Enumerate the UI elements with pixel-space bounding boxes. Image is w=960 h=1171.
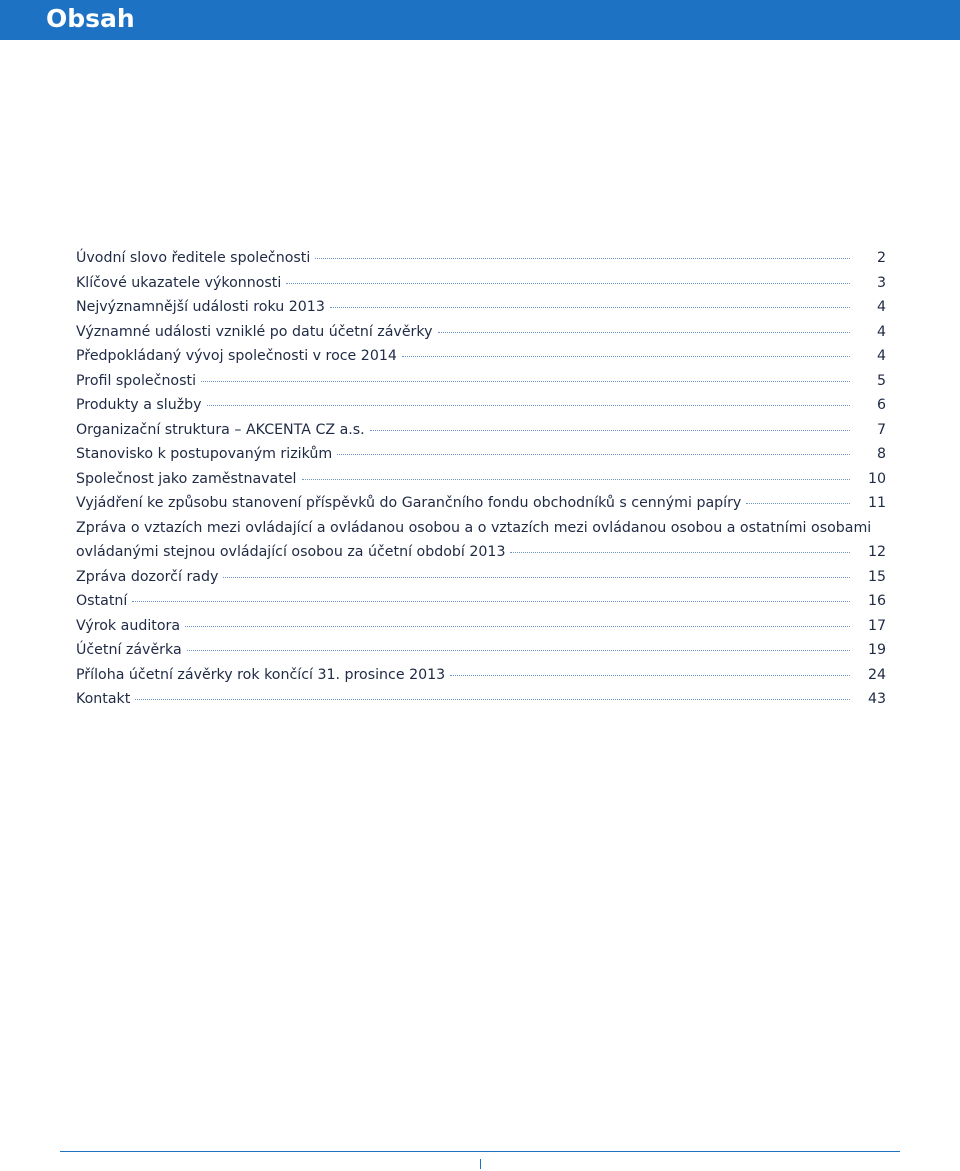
toc-entry-label: Produkty a služby <box>76 397 202 413</box>
toc-leader-dots <box>330 307 850 308</box>
toc-page-number: 4 <box>876 323 886 340</box>
toc-entry-label: Kontakt <box>76 691 131 707</box>
toc-entry-ostatni[interactable] <box>76 589 886 614</box>
toc-leader-dots <box>223 577 850 578</box>
toc-page-number: 10 <box>867 470 886 487</box>
toc-page-number: 2 <box>876 250 886 266</box>
toc-entry-zamestnavatel[interactable] <box>76 467 886 492</box>
toc-entry-label: Ostatní <box>76 593 128 609</box>
toc-page-number: 24 <box>867 666 886 683</box>
toc-entry-stanovisko-rizika[interactable] <box>76 442 886 467</box>
toc-page-number: 4 <box>876 348 886 364</box>
toc-entry-nejvyznamnejsi-udalosti[interactable] <box>76 295 886 320</box>
toc-leader-dots <box>337 454 850 455</box>
toc-page-number: 5 <box>876 372 886 389</box>
toc-entry-label: Organizační struktura – AKCENTA CZ a.s. <box>76 421 365 438</box>
toc-page-number: 17 <box>867 617 886 634</box>
toc-entry-label: Společnost jako zaměstnavatel <box>76 470 297 487</box>
toc-page-number: 15 <box>867 568 886 585</box>
toc-entry-garancni-fond[interactable] <box>76 491 886 516</box>
toc-leader-dots <box>302 479 851 480</box>
toc-page-number: 11 <box>867 495 886 511</box>
toc-entry-label: Významné události vzniklé po datu účetní závěrky <box>76 323 433 340</box>
toc-entry-predpokladany-vyvoj[interactable] <box>76 344 886 369</box>
toc-page-number: 7 <box>876 421 886 438</box>
toc-leader-dots <box>746 503 850 504</box>
toc-page-number: 12 <box>867 544 886 560</box>
page-title: Obsah <box>46 4 135 33</box>
toc-entry-vyznamne-udalosti[interactable] <box>76 320 886 345</box>
footer-rule <box>60 1151 900 1152</box>
toc-leader-dots <box>135 699 850 700</box>
table-of-contents <box>76 246 886 712</box>
toc-entry-organizacni-struktura[interactable] <box>76 418 886 443</box>
toc-entry-label: Výrok auditora <box>76 617 181 634</box>
toc-entry-uvodni-slovo[interactable] <box>76 246 886 271</box>
toc-leader-dots <box>370 430 850 431</box>
toc-page-number: 19 <box>867 642 886 658</box>
toc-leader-dots <box>438 332 851 333</box>
toc-leader-dots <box>185 626 850 627</box>
toc-leader-dots <box>510 552 850 553</box>
header-bar <box>0 0 960 40</box>
toc-entry-label: Stanovisko k postupovaným rizikům <box>76 446 333 462</box>
footer-tick <box>480 1159 481 1169</box>
toc-entry-label: Předpokládaný vývoj společnosti v roce 2014 <box>76 348 397 364</box>
toc-entry-zprava-o-vztazich[interactable] <box>76 516 886 565</box>
toc-leader-dots <box>402 356 850 357</box>
toc-leader-dots <box>201 381 850 382</box>
toc-entry-label: Úvodní slovo ředitele společnosti <box>76 250 311 266</box>
toc-entry-label-line1: Zpráva o vztazích mezi ovládající a ovládanou osobou a o vztazích mezi ovládanou osobou a ostatními osobami <box>76 519 872 536</box>
toc-leader-dots <box>315 258 850 259</box>
toc-page-number: 6 <box>876 397 886 413</box>
toc-entry-dozorci-rada[interactable] <box>76 565 886 590</box>
toc-entry-label: Vyjádření ke způsobu stanovení příspěvků do Garančního fondu obchodníků s cennými papíry <box>76 495 742 511</box>
toc-entry-label: Nejvýznamnější události roku 2013 <box>76 299 325 315</box>
toc-page-number: 3 <box>876 274 886 291</box>
toc-page-number: 16 <box>867 593 886 609</box>
toc-leader-dots <box>286 283 850 284</box>
toc-entry-vyrok-auditora[interactable] <box>76 614 886 639</box>
toc-page-number: 8 <box>876 446 886 462</box>
toc-entry-label: Příloha účetní závěrky rok končící 31. prosince 2013 <box>76 666 446 683</box>
toc-entry-label: Profil společnosti <box>76 372 197 389</box>
toc-leader-dots <box>207 405 850 406</box>
toc-leader-dots <box>132 601 850 602</box>
toc-leader-dots <box>450 675 850 676</box>
toc-leader-dots <box>187 650 850 651</box>
toc-entry-label: Účetní závěrka <box>76 642 182 658</box>
toc-entry-profil-spolecnosti[interactable] <box>76 369 886 394</box>
toc-entry-kontakt[interactable] <box>76 687 886 712</box>
toc-entry-label: Klíčové ukazatele výkonnosti <box>76 274 282 291</box>
toc-entry-produkty-a-sluzby[interactable] <box>76 393 886 418</box>
toc-entry-priloha[interactable] <box>76 663 886 688</box>
toc-entry-ucetni-zaverka[interactable] <box>76 638 886 663</box>
toc-page-number: 4 <box>876 299 886 315</box>
toc-entry-klicove-ukazatele[interactable] <box>76 271 886 296</box>
toc-entry-label-line2: ovládanými stejnou ovládající osobou za účetní období 2013 <box>76 544 506 560</box>
toc-entry-label: Zpráva dozorčí rady <box>76 568 219 585</box>
toc-page-number: 43 <box>867 691 886 707</box>
